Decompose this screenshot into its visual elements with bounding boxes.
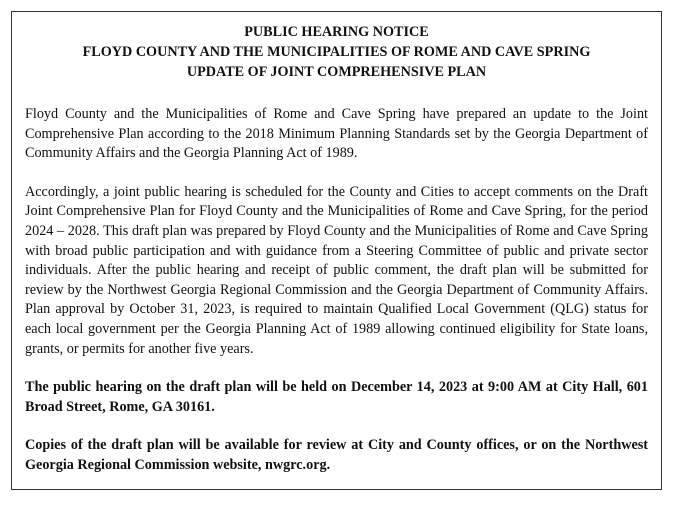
hearing-date-paragraph: The public hearing on the draft plan will be held on December 14, 2023 at 9:00 AM at City Hall, 601 Broad Street, Rome, GA 30161. <box>25 379 648 415</box>
details-paragraph: Accordingly, a joint public hearing is scheduled for the County and Cities to accept comments on the Draft Joint Comprehensive Plan for Floyd County and the Municipalities of Rome and Cave Spring, for the period 2024 – 2028. This draft plan was prepared by Floyd County and the Municipalities of Rome and Cave Spring with broad public participation and with guidance from a Steering Committee of public and private sector individuals. After the public hearing and receipt of public comment, the draft plan will be submitted for review by the Northwest Georgia Regional Commission and the Georgia Department of Community Affairs. Plan approval by October 31, 2023, is required to maintain Qualified Local Government (QLG) status for each local government per the Georgia Planning Act of 1989 allowing continued eligibility for State loans, grants, or permits for another five years. <box>25 183 648 357</box>
notice-title: PUBLIC HEARING NOTICE <box>244 24 429 40</box>
intro-paragraph: Floyd County and the Municipalities of Rome and Cave Spring have prepared an update to the Joint Comprehensive Plan according to the 2018 Minimum Planning Standards set by the Georgia Department of Community Affairs and the Georgia Planning Act of 1989. <box>25 106 648 162</box>
notice-box <box>11 11 662 490</box>
copies-paragraph: Copies of the draft plan will be available for review at City and County offices, or on the Northwest Georgia Regional Commission website, nwgrc.org. <box>25 437 648 473</box>
notice-subject: UPDATE OF JOINT COMPREHENSIVE PLAN <box>186 64 487 80</box>
notice-subtitle: FLOYD COUNTY AND THE MUNICIPALITIES OF ROME AND CAVE SPRING <box>82 44 591 60</box>
notice-heading <box>25 22 648 82</box>
